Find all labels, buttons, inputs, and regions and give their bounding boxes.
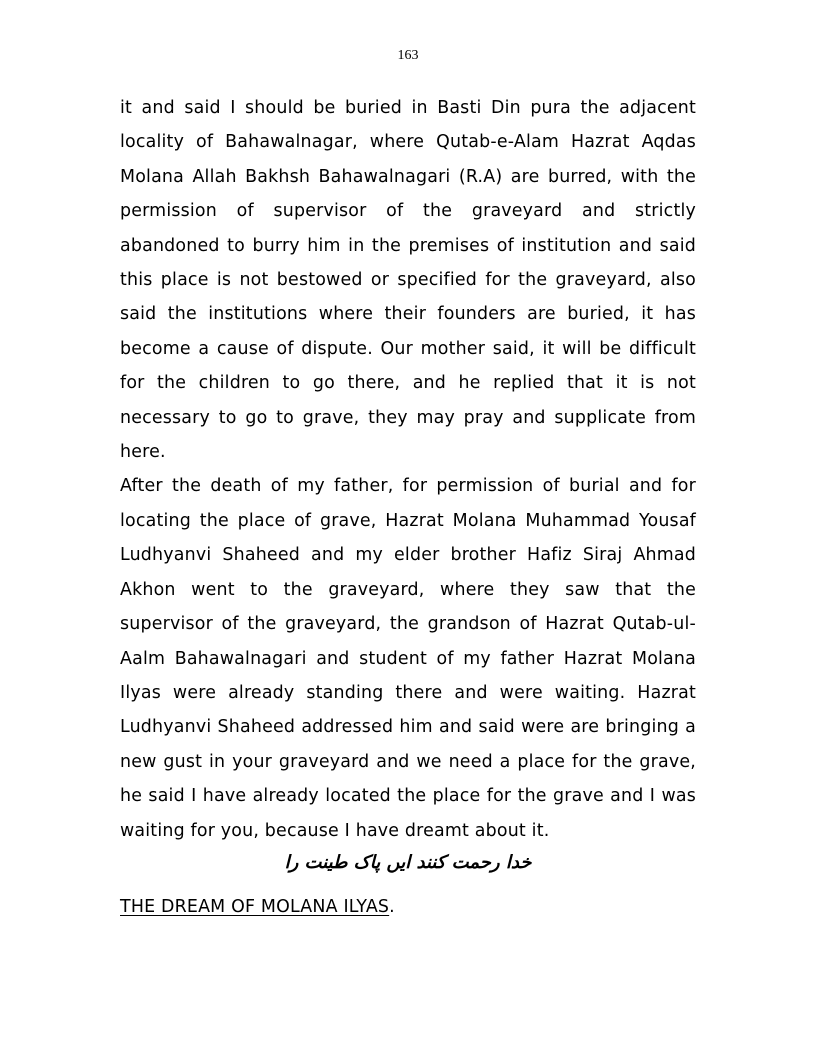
persian-verse: خدا رحمت کنند ایں پاک طینت را [284,852,532,873]
section-heading-text: THE DREAM OF MOLANA ILYAS [120,897,390,917]
body-text [120,91,696,848]
section-heading-period: . [389,897,395,917]
paragraph: After the death of my father, for permission of burial and for locating the place of grave, Hazrat Molana Muhammad Yousaf Ludhyanvi Shaheed and my elder brother Hafiz Siraj Ahmad Akhon went to the graveyard, where they saw that the supervisor of the graveyard, the grandson of Hazrat Qutab-ul-Aalm Bahawalnagari and student of my father Hazrat Molana Ilyas were already standing there and were waiting. Hazrat Ludhyanvi Shaheed addressed him and said were are bringing a new gust in your graveyard and we need a place for the grave, he said I have already located the place for the grave and I was waiting for you, because I have dreamt about it. [120,476,696,841]
section-heading [120,897,395,917]
paragraph: it and said I should be buried in Basti Din pura the adjacent locality of Bahawalnagar, where Qutab-e-Alam Hazrat Aqdas Molana Allah Bakhsh Bahawalnagari (R.A) are burred, with the permission of supervisor of the graveyard and strictly abandoned to burry him in the premises of institution and said this place is not bestowed or specified for the graveyard, also said the institutions where their founders are buried, it has become a cause of dispute. Our mother said, it will be difficult for the children to go there, and he replied that it is not necessary to go to grave, they may pray and supplicate from here. [120,98,696,463]
page-number: 163 [397,48,419,63]
